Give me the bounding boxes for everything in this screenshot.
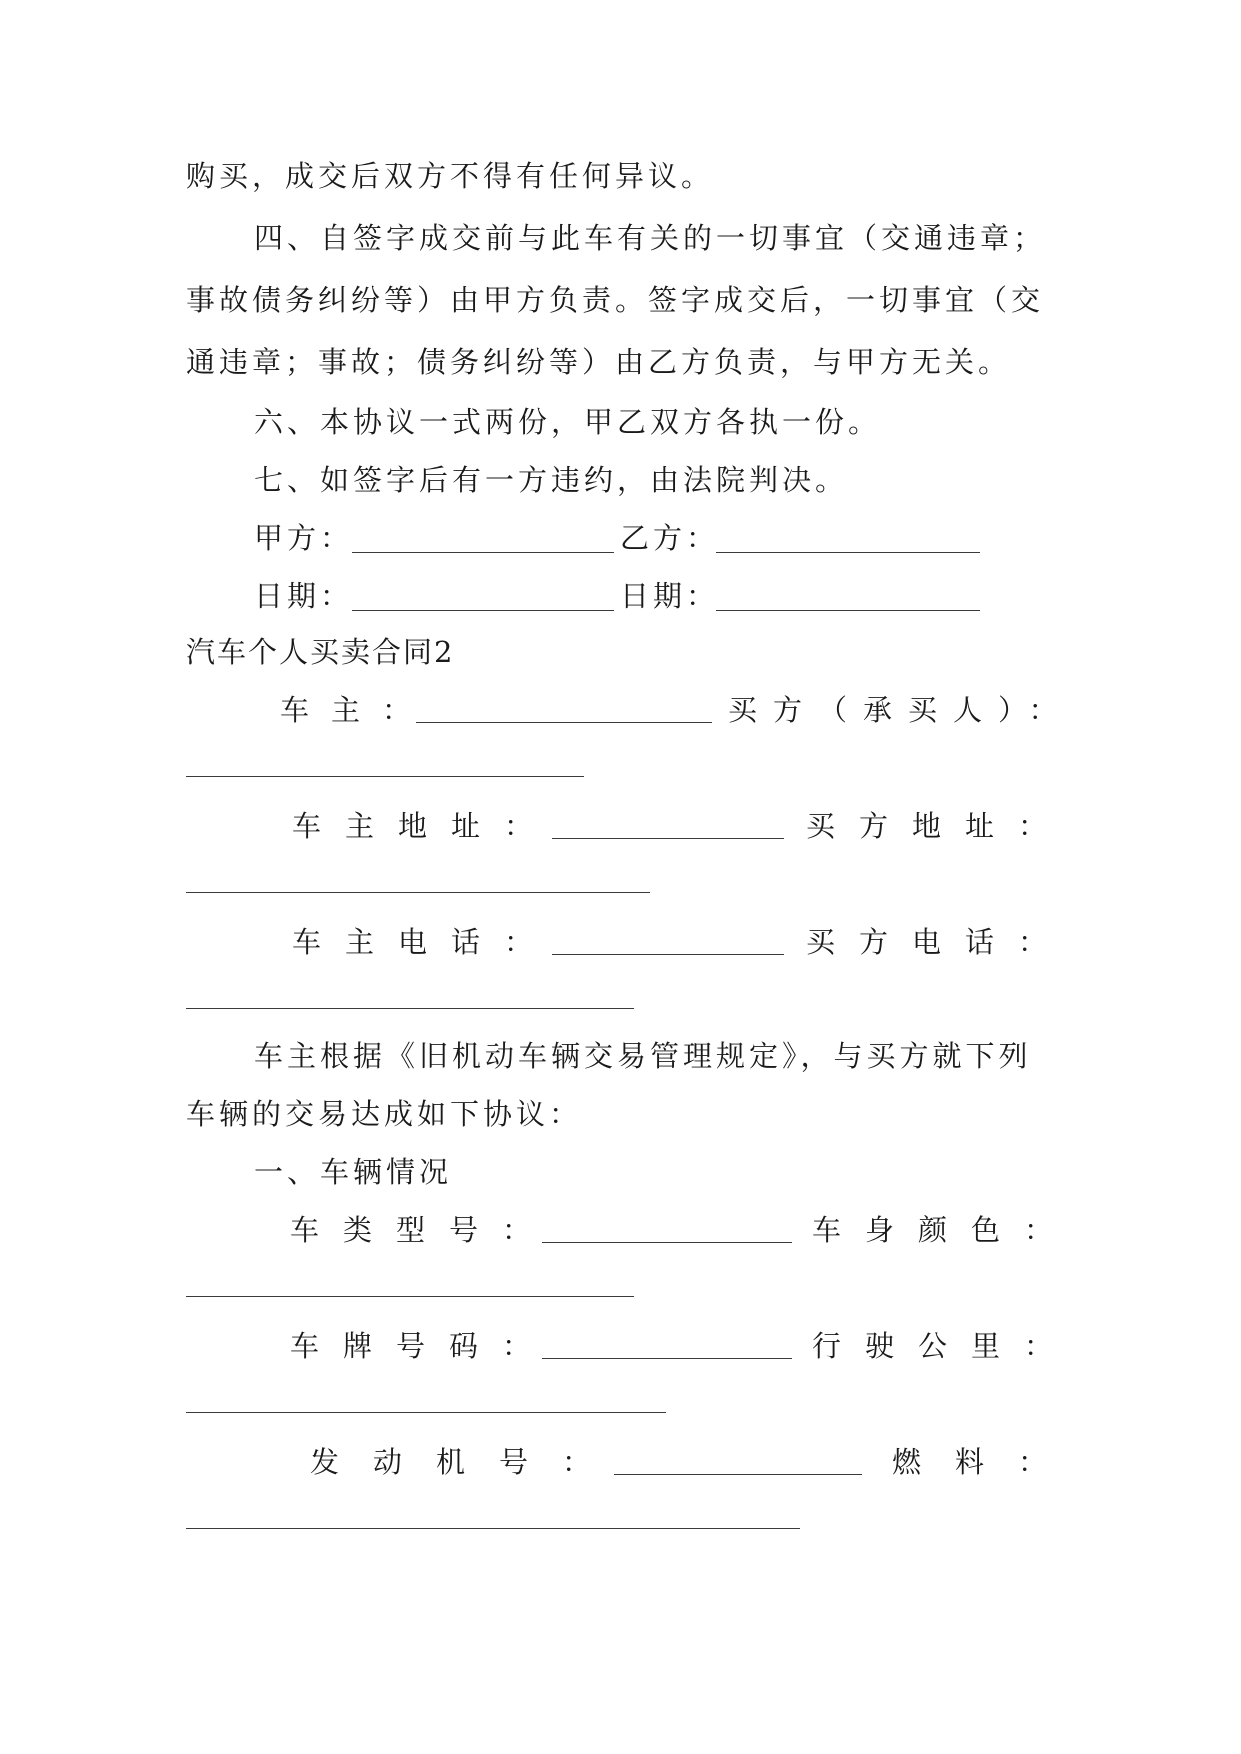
vehicle-type-blank[interactable] [542,1242,792,1243]
vehicle-type-label: 车类型号： [290,1213,556,1247]
owner-phone-blank[interactable] [552,954,784,955]
clause-6: 六、本协议一式两份，甲乙双方各执一份。 [254,405,882,439]
fuel-blank[interactable] [186,1528,800,1529]
buyer-address-label: 买方地址： [806,809,1072,843]
party-b-blank[interactable] [716,552,980,553]
engine-number-label: 发动机号： [310,1445,626,1479]
intro-line-2: 车辆的交易达成如下协议： [186,1097,583,1131]
mileage-label: 行驶公里： [812,1329,1078,1363]
fuel-label: 燃料： [892,1445,1082,1479]
party-a-blank[interactable] [352,552,614,553]
section-1-heading: 一、车辆情况 [254,1155,453,1189]
buyer-phone-blank[interactable] [186,1008,634,1009]
owner-phone-label: 车主电话： [292,925,558,959]
owner-blank[interactable] [416,722,712,723]
buyer-blank[interactable] [186,776,584,777]
plate-number-blank[interactable] [542,1358,792,1359]
buyer-address-blank[interactable] [186,892,650,893]
date-b-blank[interactable] [716,610,980,611]
date-b-label: 日期： [620,579,720,613]
buyer-phone-label: 买方电话： [806,925,1072,959]
body-color-label: 车身颜色： [812,1213,1078,1247]
plate-number-label: 车牌号码： [290,1329,556,1363]
body-color-blank[interactable] [186,1296,634,1297]
clause-7: 七、如签字后有一方违约，由法院判决。 [254,463,849,497]
clause-4-line-2: 事故债务纠纷等）由甲方负责。签字成交后，一切事宜（交 [186,283,1045,317]
date-a-blank[interactable] [352,610,614,611]
party-a-label: 甲方： [254,521,354,555]
buyer-label: 买方（承买人）： [728,693,1074,727]
date-a-label: 日期： [254,579,354,613]
owner-address-label: 车主地址： [292,809,558,843]
paragraph-line: 购买，成交后双方不得有任何异议。 [186,159,715,193]
party-b-label: 乙方： [620,521,720,555]
contract-2-title: 汽车个人买卖合同2 [186,635,455,669]
clause-4-line-3: 通违章；事故；债务纠纷等）由乙方负责，与甲方无关。 [186,345,1012,379]
engine-number-blank[interactable] [614,1474,862,1475]
mileage-blank[interactable] [186,1412,666,1413]
clause-4-line-1: 四、自签字成交前与此车有关的一切事宜（交通违章； [254,221,1047,255]
owner-label: 车主： [280,693,434,727]
owner-address-blank[interactable] [552,838,784,839]
intro-line-1: 车主根据《旧机动车辆交易管理规定》，与买方就下列 [254,1039,1032,1073]
